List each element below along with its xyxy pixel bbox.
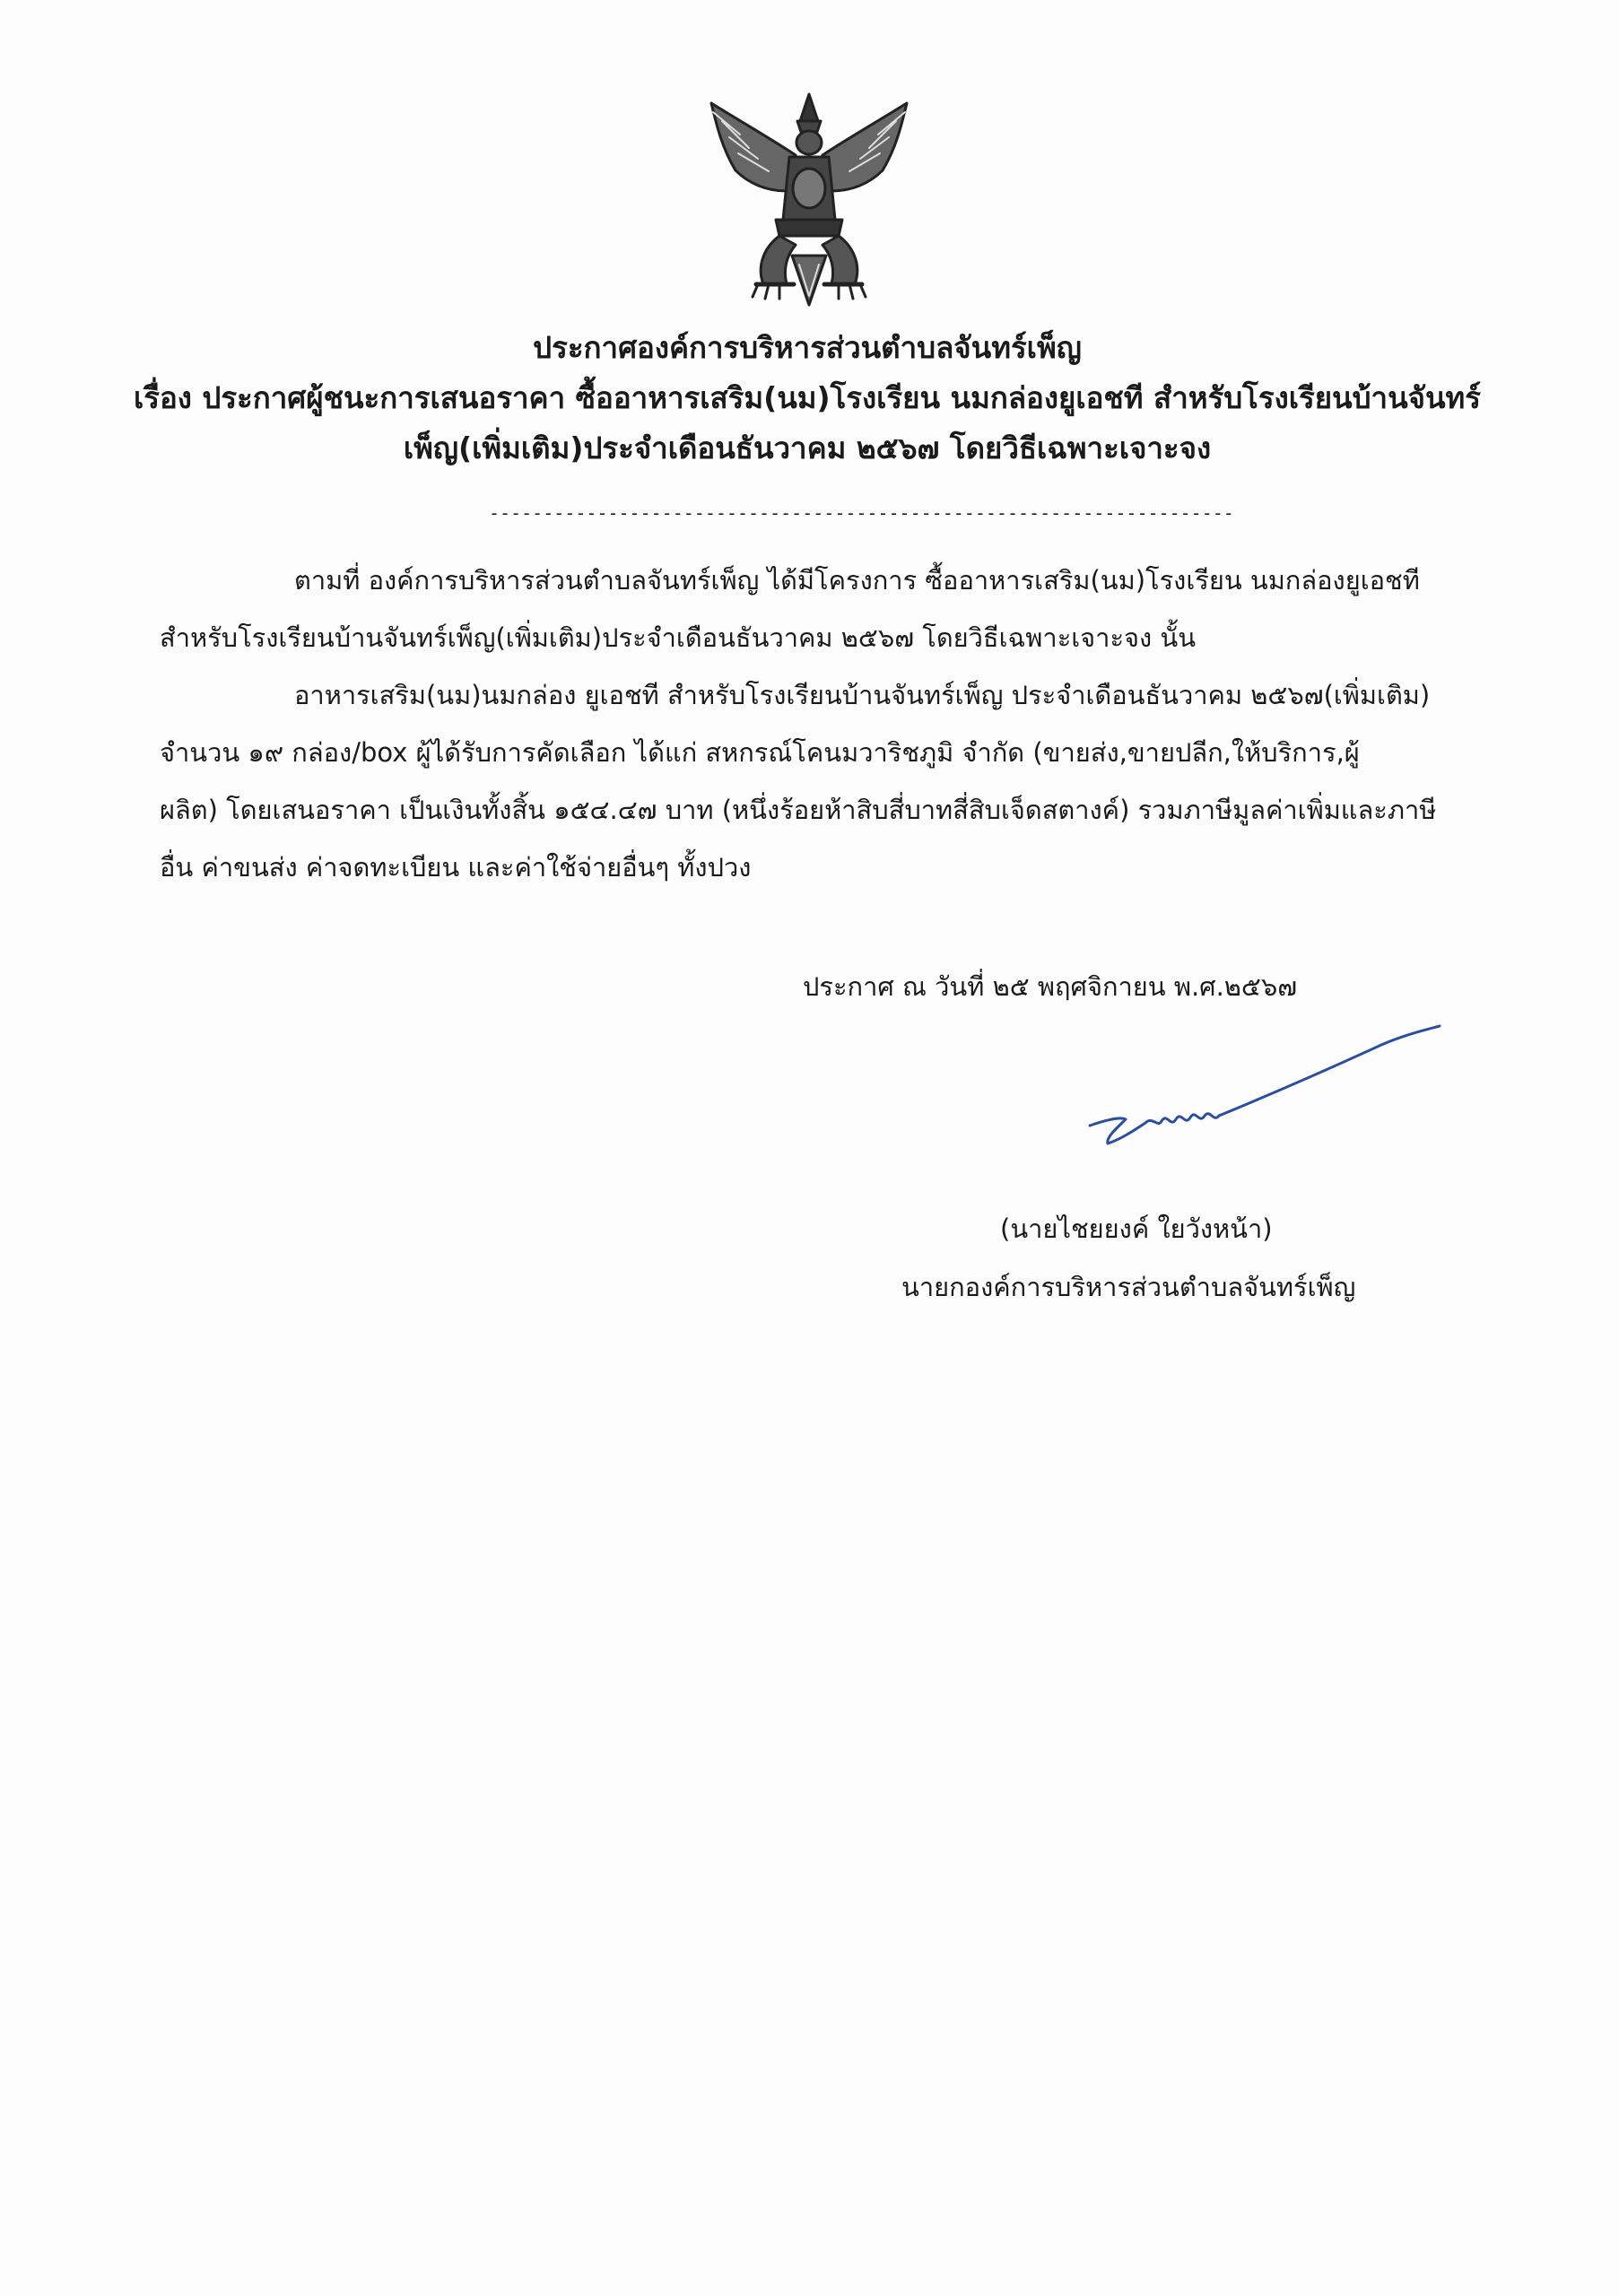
paragraph-2-line-1: อาหารเสริม(นม)นมกล่อง ยูเอชที สำหรับโรงเรียนบ้านจันทร์เพ็ญ ประจำเดือนธันวาคม ๒๕๖๗(เพิ่มเติม) xyxy=(294,680,1431,710)
garuda-emblem-icon xyxy=(686,85,933,314)
paragraph-2-line-3: ผลิต) โดยเสนอราคา เป็นเงินทั้งสิ้น ๑๕๔.๔๗ บาท (หนึ่งร้อยห้าสิบสี่บาทสี่สิบเจ็ดสตางค์) รวมภาษีมูลค่าเพิ่มและภาษี xyxy=(160,795,1437,825)
subject-line-2: เพ็ญ(เพิ่มเติม)ประจำเดือนธันวาคม ๒๕๖๗ โดยวิธีเฉพาะเจาะจง xyxy=(403,430,1212,465)
separator-line: --------------------------------------------------------------------- xyxy=(489,502,1234,524)
announcement-body xyxy=(160,552,1442,896)
announcement-header xyxy=(126,323,1489,474)
signer-name: (นายไชยยงค์ ใยวังหน้า) xyxy=(1000,1213,1273,1244)
page-title: ประกาศองค์การบริหารส่วนตำบลจันทร์เพ็ญ xyxy=(533,330,1082,365)
subject-line-1: เรื่อง ประกาศผู้ชนะการเสนอราคา ซื้ออาหารเสริม(นม)โรงเรียน นมกล่องยูเอชที สำหรับโรงเรียนบ้านจันทร์ xyxy=(133,380,1482,415)
paragraph-1-line-1: ตามที่ องค์การบริหารส่วนตำบลจันทร์เพ็ญ ได้มีโครงการ ซื้ออาหารเสริม(นม)โรงเรียน นมกล่องยูเอชที xyxy=(294,565,1420,596)
announcement-date: ประกาศ ณ วันที่ ๒๕ พฤศจิกายน พ.ศ.๒๕๖๗ xyxy=(803,971,1298,1002)
paragraph-1-line-2: สำหรับโรงเรียนบ้านจันทร์เพ็ญ(เพิ่มเติม)ประจำเดือนธันวาคม ๒๕๖๗ โดยวิธีเฉพาะเจาะจง นั้น xyxy=(160,622,1197,653)
signature-mark xyxy=(1072,1022,1449,1175)
paragraph-2-line-4: อื่น ค่าขนส่ง ค่าจดทะเบียน และค่าใช้จ่ายอื่นๆ ทั้งปวง xyxy=(160,852,752,883)
signer-title: นายกองค์การบริหารส่วนตำบลจันทร์เพ็ญ xyxy=(901,1272,1356,1302)
paragraph-2-line-2: จำนวน ๑๙ กล่อง/box ผู้ได้รับการคัดเลือก ได้แก่ สหกรณ์โคนมวาริชภูมิ จำกัด (ขายส่ง,ขายปลีก,ให้บริการ,ผู้ xyxy=(160,737,1360,768)
